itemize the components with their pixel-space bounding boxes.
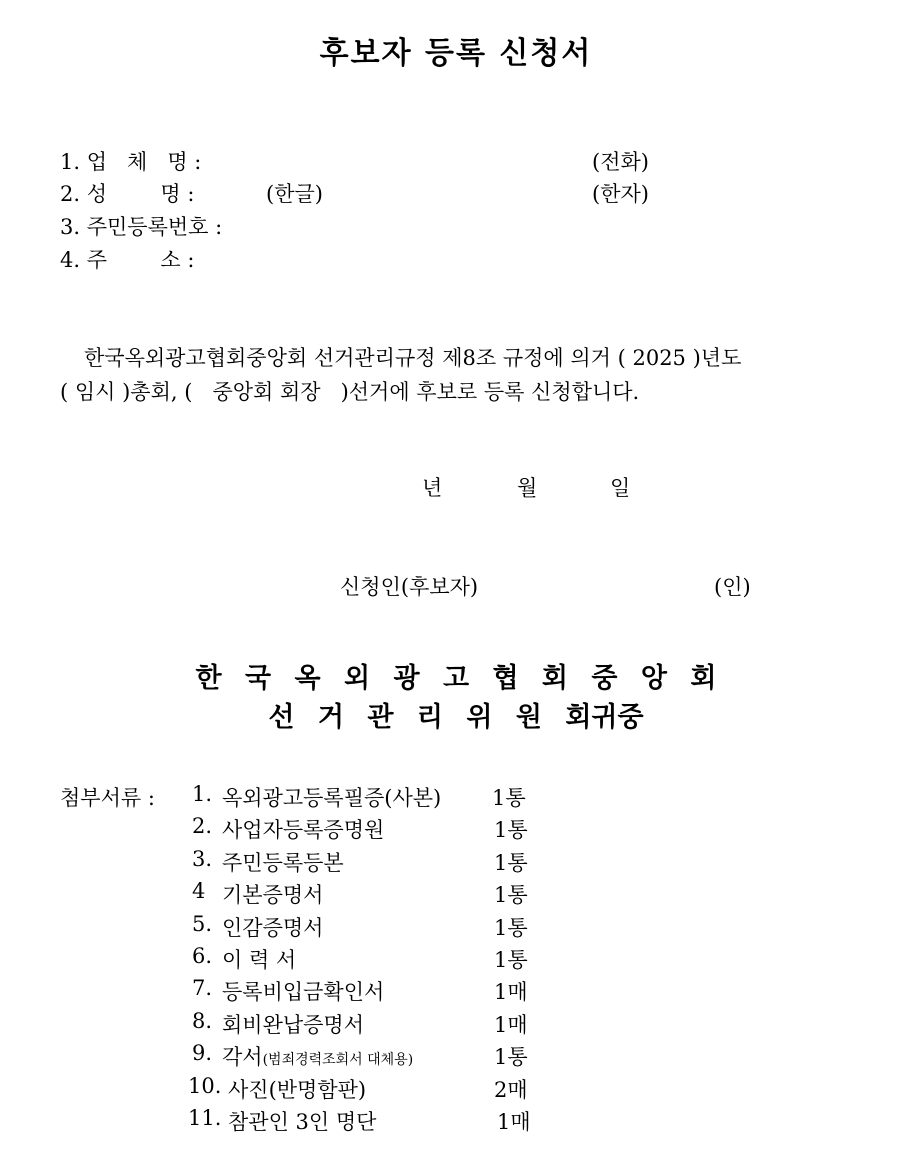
attachment-number: 2. [192,814,213,839]
field-company-name-label: 1. 업 체 명 : [60,150,202,174]
attachment-number: 6. [192,944,213,968]
attachment-note: (범죄경력조회서 대체용) [262,1052,414,1069]
attachment-quantity: 1통 [494,1045,528,1070]
attachment-name [222,912,323,942]
date-month: 월 [517,476,538,500]
attachment-name [222,814,384,844]
attachment-name-text: 옥외광고등록필증(사본) [222,786,442,810]
attachment-name-text: 인감증명서 [222,915,324,940]
attachment-name [222,1041,413,1071]
attachment-quantity: 1매 [497,1110,531,1134]
applicant-label: 신청인(후보자) [340,575,479,599]
attachment-name-text: 사업자등록증명원 [222,818,385,843]
attachment-name-text: 사진(반명함판) [228,1077,367,1102]
attachment-name-text: 주민등록등본 [222,850,344,875]
attachment-quantity: 1매 [494,980,528,1005]
attachment-number: 3. [192,846,213,871]
field-name-label: 2. 성 명 : [60,182,195,206]
field-address-label: 4. 주 소 : [60,248,195,272]
field-resident-number-label: 3. 주민등록번호 : [60,215,223,239]
document-title: 후보자 등록 신청서 [319,36,593,71]
field-phone-label: (전화) [592,150,649,174]
attachment-name [222,976,384,1006]
attachment-name [222,782,441,812]
attachment-number: 7. [192,976,213,1001]
attachment-number: 1. [192,782,213,806]
attachment-name [228,1074,366,1104]
attachment-name-text: 참관인 3인 명단 [228,1110,377,1134]
date-year: 년 [422,476,443,500]
attachment-name [222,847,344,877]
attachment-name-text: 기본증명서 [222,883,324,908]
field-name-hanja-label: (한자) [592,182,649,206]
attachment-number: 4 [192,879,206,904]
attachment-name [228,1106,376,1136]
attachment-number: 5. [192,911,213,936]
addressee-line-2: 선 거 관 리 위 원 회귀중 [268,702,644,733]
statement-line-1: 한국옥외광고협회중앙회 선거관리규정 제8조 규정에 의거 ( 2025 )년도 [84,346,742,370]
attachment-quantity: 1통 [494,883,528,908]
attachment-number: 8. [192,1008,213,1033]
attachment-quantity: 2매 [494,1077,528,1102]
attachment-quantity: 1통 [494,850,528,875]
attachment-name-text: 이 력 서 [222,948,297,972]
attachment-name [222,1009,364,1039]
attachment-quantity: 1통 [494,948,528,972]
date-day: 일 [610,476,631,500]
field-name-hangul-label: (한글) [266,182,323,206]
attachment-number: 9. [192,1041,213,1066]
attachment-quantity: 1통 [492,786,526,810]
attachment-quantity: 1매 [494,1012,528,1037]
attachment-quantity: 1통 [494,915,528,940]
applicant-seal: (인) [714,575,751,599]
statement-line-2: ( 임시 )총회, ( 중앙회 회장 )선거에 후보로 등록 신청합니다. [60,380,640,404]
attachments-label: 첨부서류 : [60,786,155,810]
attachment-name-text: 등록비입금확인서 [222,980,385,1005]
attachment-name [222,879,323,909]
attachment-name [222,944,296,974]
attachment-number: 10. [188,1073,222,1098]
attachment-quantity: 1통 [494,818,528,843]
attachment-name-text: 회비완납증명서 [222,1012,365,1037]
addressee-line-1: 한 국 옥 외 광 고 협 회 중 앙 회 [195,663,717,694]
attachment-name-text: 각서 [222,1045,263,1070]
attachment-number: 11. [188,1106,222,1130]
